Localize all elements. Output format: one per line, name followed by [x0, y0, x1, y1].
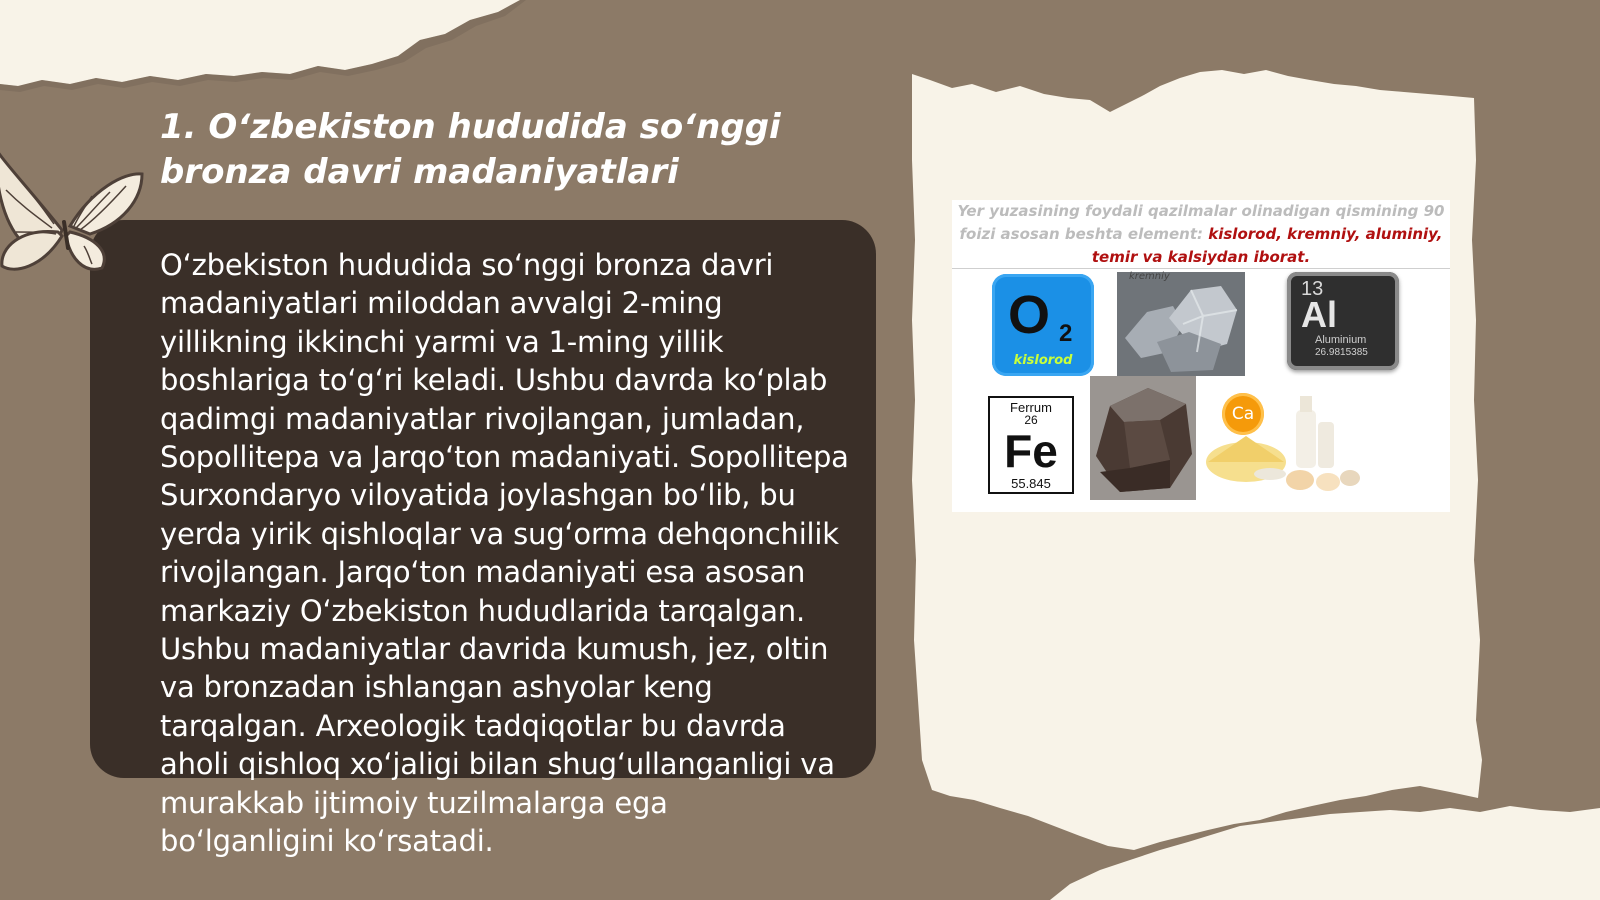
oxygen-symbol: O	[1008, 285, 1051, 345]
dairy-products-image	[1200, 376, 1380, 500]
iron-name: Ferrum	[1010, 400, 1052, 415]
oxygen-label: kislorod	[1013, 353, 1073, 368]
calcium-badge: Ca	[1222, 393, 1264, 435]
caption-divider	[952, 268, 1450, 269]
iron-number: 26	[1024, 413, 1038, 427]
body-paragraph: O‘zbekiston hududida so‘nggi bronza davri madaniyatlari miloddan avvalgi 2-ming yillikning ikkinchi yarmi va 1-ming yillik boshlariga to‘g‘ri keladi. Ushbu davrda ko‘plab qadimgi madaniyatlar rivojlangan, jumladan, Sopollitepa va Jarqo‘ton madaniyati. Sopollitepa Surxondaryo viloyatida joylashgan bo‘lib, bu yerda yirik qishloqlar va sug‘orma dehqonchilik rivojlangan. Jarqo‘ton madaniyati esa asosan markaziy O‘zbekiston hududlarida tarqalgan. Ushbu madaniyatlar davrida kumush, jez, oltin va bronzadan ishlangan ashyolar keng tarqalgan. Arxeologik tadqiqotlar bu davrda aholi qishloq xo‘jaligi bilan shug‘ullanganligi va murakkab ijtimoiy tuzilmalarga ega bo‘lganligini ko‘rsatadi.	[160, 248, 849, 859]
aluminium-symbol: Al	[1301, 294, 1337, 335]
aluminium-name: Aluminium	[1315, 334, 1367, 346]
iron-symbol: Fe	[1004, 425, 1058, 477]
aluminium-mass: 26.9815385	[1315, 347, 1368, 358]
caption-red-text: kislorod, kremniy, aluminiy, temir va kalsiydan iborat.	[1091, 225, 1443, 266]
aluminium-tile	[1287, 272, 1399, 370]
slide-title: 1. O‘zbekiston hududida so‘nggi bronza davri madaniyatlari	[160, 107, 781, 192]
iron-mass: 55.845	[1011, 476, 1051, 491]
caption-faint-text: Yer yuzasining foydali qazilmalar olinadigan qismining 90 foizi asosan beshta element:	[957, 202, 1445, 243]
iron-ore-image	[1090, 376, 1196, 500]
butterfly-decoration-icon	[0, 112, 152, 277]
oxygen-tile	[992, 274, 1094, 376]
elements-infographic	[952, 200, 1450, 512]
silicon-label: kremniy	[1129, 271, 1170, 282]
infographic-caption	[952, 200, 1450, 264]
aluminium-number: 13	[1301, 278, 1324, 300]
iron-tile	[988, 396, 1074, 494]
silicon-rock-image	[1117, 272, 1245, 376]
oxygen-subscript: 2	[1059, 320, 1073, 347]
